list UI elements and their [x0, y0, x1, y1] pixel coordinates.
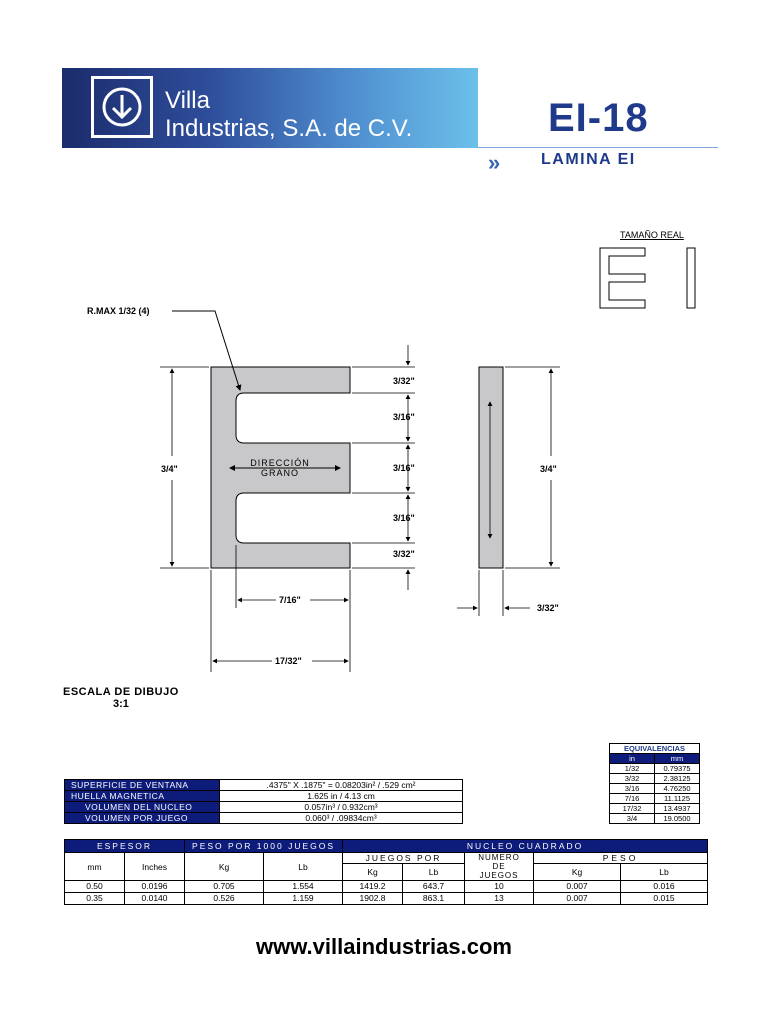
col-jp-lb: Lb [403, 864, 465, 881]
radius-note: R.MAX 1/32 (4) [87, 306, 150, 316]
group-nucleo: NUCLEO CUADRADO [343, 840, 708, 853]
col-numero-line2: DE [492, 862, 506, 871]
dim-i-height: 3/4" [540, 464, 557, 474]
table-row [65, 893, 708, 905]
down-arrow-circle-icon [100, 85, 144, 129]
cell: 0.35 [65, 893, 125, 905]
table-row [65, 802, 463, 813]
cell: 1.554 [264, 881, 343, 893]
equiv-mm: 0.79375 [655, 764, 700, 774]
equivalences-table [609, 743, 700, 824]
grain-label-line1: DIRECCIÓN [250, 458, 310, 468]
col-p-kg: Kg [534, 864, 621, 881]
equiv-in: 1/32 [610, 764, 655, 774]
table-row [65, 813, 463, 824]
company-logo [91, 76, 153, 138]
cell: 0.526 [185, 893, 264, 905]
property-value: 1.625 in / 4.13 cm [220, 791, 463, 802]
col-inches: Inches [125, 853, 185, 881]
col-numero-line3: JUEGOS [479, 871, 519, 880]
col-numero-juegos [465, 853, 534, 881]
dim-i-width: 3/32" [537, 603, 559, 613]
cell: 0.015 [621, 893, 708, 905]
scale-value: 3:1 [113, 698, 129, 710]
table-row [65, 791, 463, 802]
product-subtitle: LAMINA EI [541, 151, 636, 168]
cell: 863.1 [403, 893, 465, 905]
header-divider [478, 147, 718, 148]
equiv-in: 3/4 [610, 814, 655, 824]
dim-top-flange: 3/32" [393, 376, 415, 386]
col-numero-line1: NUMERO [478, 853, 520, 862]
property-value: 0.060³ / .09834cm³ [220, 813, 463, 824]
property-label: HUELLA MAGNETICA [65, 791, 220, 802]
equiv-in: 3/32 [610, 774, 655, 784]
equiv-in: 17/32 [610, 804, 655, 814]
cell: 10 [465, 881, 534, 893]
dim-bottom-flange: 3/32" [393, 549, 415, 559]
dim-slot-1: 3/16" [393, 412, 415, 422]
col-lb: Lb [264, 853, 343, 881]
cell: 1902.8 [343, 893, 403, 905]
col-juegos-por: JUEGOS POR [343, 853, 465, 864]
cell: 13 [465, 893, 534, 905]
table-row [610, 784, 700, 794]
technical-drawing [0, 290, 768, 680]
dim-slot-2: 3/16" [393, 513, 415, 523]
property-label: VOLUMEN DEL NUCLEO [65, 802, 220, 813]
table-row [610, 774, 700, 784]
property-value: 0.057in³ / 0.932cm³ [220, 802, 463, 813]
equivalences-header-mm: mm [655, 754, 700, 764]
i-width-dimension-lines [457, 570, 530, 616]
cell: 0.50 [65, 881, 125, 893]
table-row [610, 764, 700, 774]
property-label: VOLUMEN POR JUEGO [65, 813, 220, 824]
company-name-line1: Villa [165, 87, 210, 114]
equiv-mm: 13.4937 [655, 804, 700, 814]
col-kg: Kg [185, 853, 264, 881]
dim-e-height: 3/4" [161, 464, 178, 474]
col-peso: PESO [534, 853, 708, 864]
scale-label: ESCALA DE DIBUJO [63, 686, 179, 698]
property-value: .4375" X .1875" = 0.08203in² / .529 cm² [220, 780, 463, 791]
cell: 0.007 [534, 881, 621, 893]
col-jp-kg: Kg [343, 864, 403, 881]
equiv-mm: 11.1125 [655, 794, 700, 804]
cell: 0.0140 [125, 893, 185, 905]
cell: 1419.2 [343, 881, 403, 893]
table-row [610, 794, 700, 804]
equiv-mm: 2.38125 [655, 774, 700, 784]
equiv-in: 3/16 [610, 784, 655, 794]
col-mm: mm [65, 853, 125, 881]
i-lamination-shape [479, 367, 503, 568]
properties-table [64, 779, 463, 824]
dim-slot-width: 7/16" [279, 595, 301, 605]
group-espesor: ESPESOR [65, 840, 185, 853]
cell: 0.016 [621, 881, 708, 893]
company-name-line2: Industrias, S.A. de C.V. [165, 115, 413, 142]
col-p-lb: Lb [621, 864, 708, 881]
equivalences-title: EQUIVALENCIAS [610, 744, 700, 754]
equiv-mm: 4.76250 [655, 784, 700, 794]
table-row [610, 804, 700, 814]
dim-center-leg: 3/16" [393, 463, 415, 473]
cell: 643.7 [403, 881, 465, 893]
product-code: EI-18 [548, 96, 649, 140]
table-row [65, 780, 463, 791]
cell: 0.705 [185, 881, 264, 893]
group-peso: PESO POR 1000 JUEGOS [185, 840, 343, 853]
equiv-mm: 19.0500 [655, 814, 700, 824]
cell: 0.007 [534, 893, 621, 905]
cell: 1.159 [264, 893, 343, 905]
table-row [65, 881, 708, 893]
equivalences-header-in: in [610, 754, 655, 764]
actual-size-label: TAMAÑO REAL [620, 230, 684, 240]
table-row [610, 814, 700, 824]
property-label: SUPERFICIE DE VENTANA [65, 780, 220, 791]
chevron-right-icon: » [488, 150, 501, 175]
equiv-in: 7/16 [610, 794, 655, 804]
dim-total-width: 17/32" [275, 656, 302, 666]
cell: 0.0196 [125, 881, 185, 893]
specifications-table [64, 839, 708, 905]
website-link[interactable]: www.villaindustrias.com [256, 934, 512, 959]
grain-label-line2: GRANO [260, 468, 300, 478]
